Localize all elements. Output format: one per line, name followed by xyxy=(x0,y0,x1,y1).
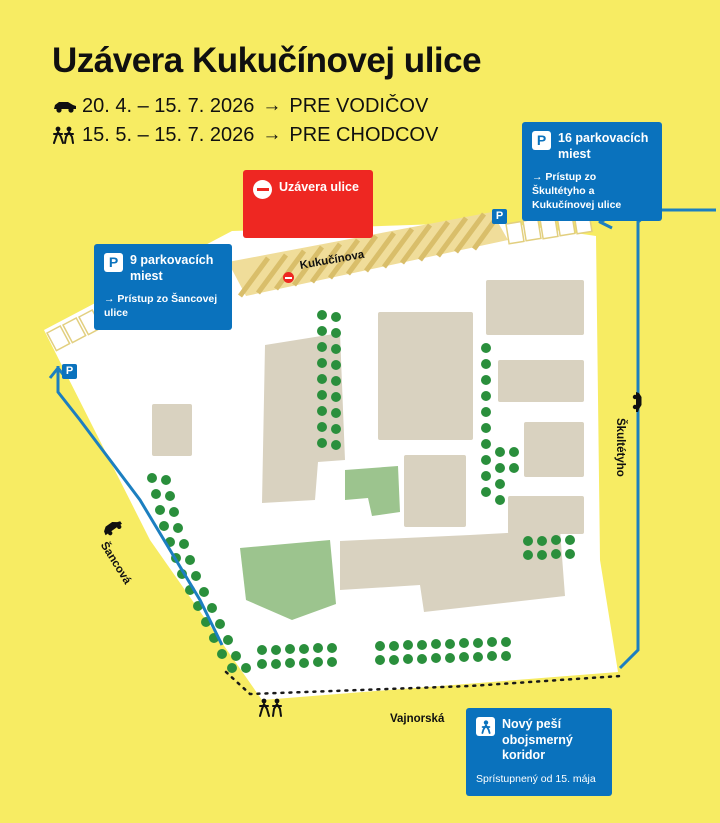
street-label-skultetyho: Škultétyho xyxy=(614,418,626,477)
parking-card-skultetyho-head xyxy=(532,131,652,162)
page-title: Uzávera Kukučínovej ulice xyxy=(52,41,482,80)
pedestrian-corridor-card-title: Nový peší obojsmerný koridor xyxy=(502,717,573,763)
pedestrian-corridor-card-subtitle: Sprístupnený od 15. mája xyxy=(476,772,596,785)
car-icon xyxy=(52,99,82,113)
legend-dates-pedestrians: 15. 5. – 15. 7. 2026 xyxy=(82,123,255,146)
no-entry-icon xyxy=(253,180,272,199)
parking-card-sancova-title: 9 parkovacích miest xyxy=(130,253,214,283)
street-label-vajnorska: Vajnorská xyxy=(390,713,445,725)
street-label-sancova: Šancová xyxy=(97,540,134,587)
parking-card-skultetyho xyxy=(522,122,662,221)
closure-point-icon xyxy=(283,272,294,283)
street-label-kukucinova: Kukučínova xyxy=(298,248,366,272)
parking-card-sancova-head xyxy=(104,253,222,284)
parking-marker-skultetyho: P xyxy=(492,209,507,224)
parking-card-skultetyho-subtitle: → Prístup zo Škultétyho a Kukučínovej ulice xyxy=(532,171,622,211)
car-icon-skultetyho xyxy=(632,392,646,419)
legend-row-drivers xyxy=(52,95,612,118)
pedestrian-icon xyxy=(52,126,82,144)
pedestrian-corridor-card-head xyxy=(476,717,602,764)
legend-dates-drivers: 20. 4. – 15. 7. 2026 xyxy=(82,94,255,117)
legend-arrow-drivers: → xyxy=(262,95,282,116)
legend-target-pedestrians: PRE CHODCOV xyxy=(289,123,439,146)
parking-card-sancova xyxy=(94,244,232,330)
legend-target-drivers: PRE VODIČOV xyxy=(289,94,429,117)
legend-arrow-pedestrians: → xyxy=(262,124,282,145)
parking-icon: P xyxy=(104,253,123,272)
parking-card-skultetyho-title: 16 parkovacích miest xyxy=(558,131,649,161)
pedestrian-corridor-card xyxy=(466,708,612,796)
pedestrian-badge-icon xyxy=(476,717,495,736)
closure-card-title: Uzávera ulice xyxy=(279,180,359,194)
parking-icon: P xyxy=(532,131,551,150)
parking-card-sancova-subtitle: → Prístup zo Šancovej ulice xyxy=(104,293,218,319)
car-icon-sancova xyxy=(100,518,124,541)
pedestrian-icon-corridor xyxy=(258,698,286,723)
parking-marker-sancova: P xyxy=(62,364,77,379)
closure-card xyxy=(243,170,373,238)
